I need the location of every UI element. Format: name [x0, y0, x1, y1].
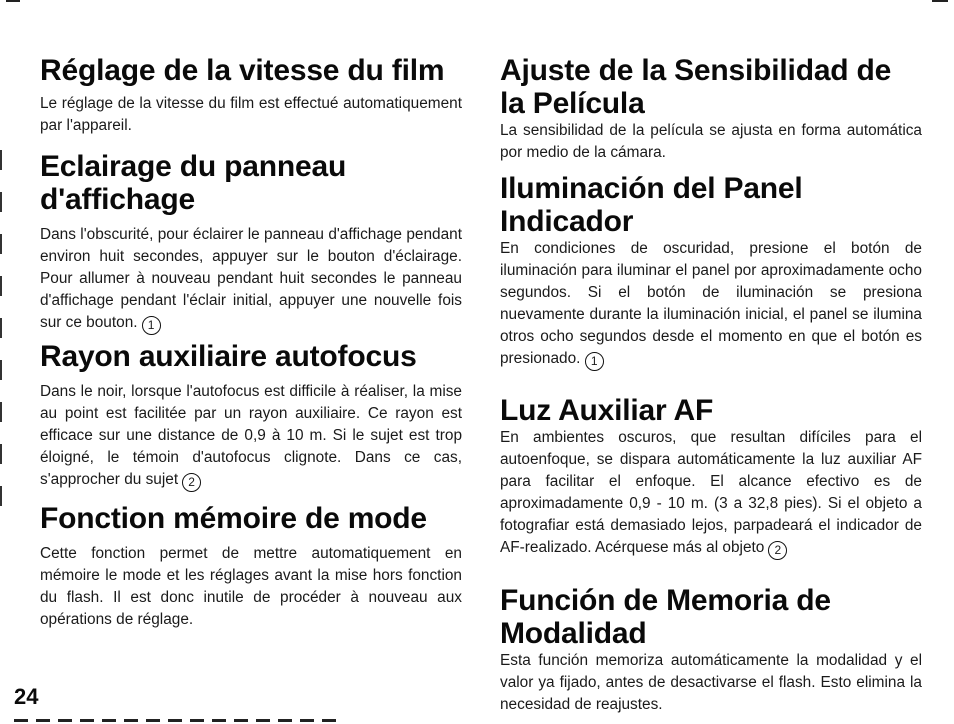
- section-mode-memory-fr: [40, 502, 462, 631]
- section-title: Fonction mémoire de mode: [40, 502, 427, 535]
- section-mode-memory-es: [500, 584, 922, 716]
- top-scan-edge: [0, 0, 954, 3]
- section-body: Esta función memoriza automáticamente la modalidad y el valor ya fijado, antes de desactivarse el flash. Esto elimina la necesidad de reajustes.: [500, 652, 922, 713]
- section-film-speed-es: [500, 54, 922, 164]
- reference-marker: 2: [768, 541, 787, 560]
- section-panel-light-es: [500, 172, 922, 371]
- section-title: Rayon auxiliaire autofocus: [40, 340, 417, 373]
- section-text: En ambientes oscuros, que resultan difíciles para el autoenfoque, se dispara automáticamente la luz auxiliar AF para facilitar el enfoque. El alcance efectivo es de aproximadamente 0,9 - 10 m. (3 a 32,8 pies). Si el objeto a fotografiar está demasiado lejos, parpadeará el indicador de AF-realizado. Acérquese más al objeto: [500, 429, 922, 556]
- reference-marker: 1: [142, 316, 161, 335]
- section-display-light-fr: [40, 150, 462, 335]
- section-title: Réglage de la vitesse du film: [40, 54, 445, 87]
- section-title: Función de Memoria de Modalidad: [500, 584, 831, 650]
- section-text: Dans le noir, lorsque l'autofocus est difficile à réaliser, la mise au point est facilitée par un rayon auxiliaire. Ce rayon est efficace sur une distance de 0,9 à 10 m. Si le sujet est trop éloigné, le témoin d'autofocus clignote. Dans ce cas, s'approcher du sujet: [40, 383, 462, 488]
- section-film-speed-fr: [40, 54, 462, 137]
- section-body: Cette fonction permet de mettre automatiquement en mémoire le mode et les réglages avant la mise hors fonction du flash. Il est donc inutile de procéder à nouveau aux opérations de réglage.: [40, 545, 462, 628]
- section-af-assist-fr: [40, 340, 462, 492]
- section-title: Ajuste de la Sensibilidad de la Película: [500, 54, 892, 120]
- section-body: [40, 381, 462, 492]
- section-af-assist-es: [500, 394, 922, 560]
- section-body: [500, 427, 922, 560]
- section-title: Iluminación del Panel Indicador: [500, 172, 803, 238]
- page-number: 24: [14, 684, 39, 709]
- section-text: Dans l'obscurité, pour éclairer le panneau d'affichage pendant environ huit secondes, appuyer sur le bouton d'éclairage. Pour allumer à nouveau pendant huit secondes le panneau d'affichage pendant l'éclair initial, appuyer une nouvelle fois sur ce bouton.: [40, 226, 462, 331]
- bottom-scan-edge: [14, 719, 344, 722]
- section-body: [500, 238, 922, 371]
- section-body: Le réglage de la vitesse du film est effectué automatiquement par l'appareil.: [40, 95, 462, 134]
- section-body: La sensibilidad de la película se ajusta en forma automática por medio de la cámara.: [500, 122, 922, 161]
- section-body: [40, 224, 462, 335]
- reference-marker: 2: [182, 473, 201, 492]
- reference-marker: 1: [585, 352, 604, 371]
- left-scan-edge: [0, 150, 2, 510]
- section-title: Eclairage du panneau d'affichage: [40, 150, 347, 216]
- section-title: Luz Auxiliar AF: [500, 394, 714, 427]
- section-text: En condiciones de oscuridad, presione el botón de iluminación para iluminar el panel por aproximadamente ocho segundos. Si el botón de iluminación se presiona nuevamente durante la iluminación inicial, el panel se ilumina otros ocho segundos desde el momento en que el botón es presionado.: [500, 240, 922, 367]
